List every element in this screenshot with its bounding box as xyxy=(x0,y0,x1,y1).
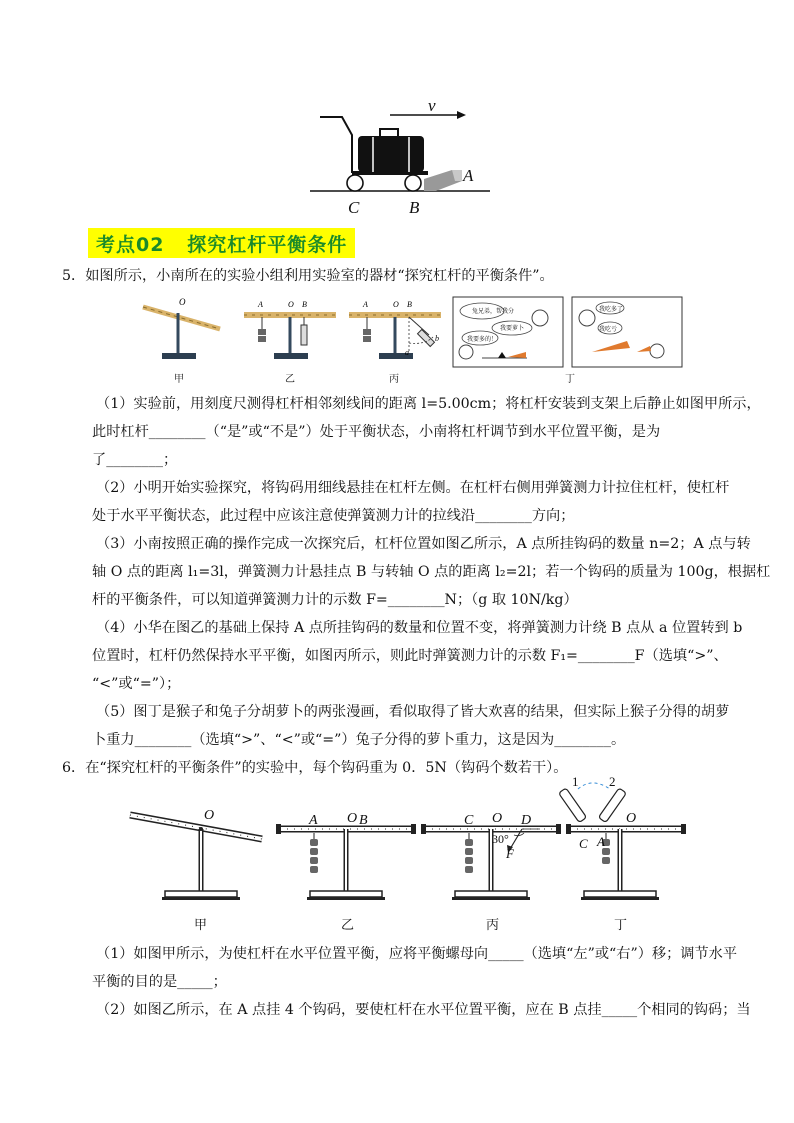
point-c-label: C xyxy=(348,198,360,217)
q5-part1-line2: 此时杠杆________（“是”或“不是”）处于平衡状态，小南将杠杆调节到水平位置平衡，是为 xyxy=(92,424,661,440)
q6-part1-line2: 平衡的目的是_____； xyxy=(92,974,227,990)
q5-part5-line2: 卜重力________（选填“>”、“<”或“=”）兔子分得的萝卜重力，这是因为________。 xyxy=(92,732,626,748)
q5-part4-line1: （4）小华在图乙的基础上保持 A 点所挂钩码的数量和位置不变，将弹簧测力计绕 B 点从 a 位置转到 b xyxy=(96,620,743,636)
q6-bing-angle: 30° xyxy=(492,832,509,846)
q6-caption-yi: 乙 xyxy=(341,918,355,933)
q5-part1-line1: （1）实验前，用刻度尺测得杠杆相邻刻线间的距离 l=5.00cm；将杠杆安装到支架上后静止如图甲所示， xyxy=(96,396,761,412)
q6-bing-f: F xyxy=(506,846,514,861)
q5-caption-ding: 丁 xyxy=(565,374,575,385)
svg-text:B: B xyxy=(407,300,412,309)
svg-text:O: O xyxy=(393,300,399,309)
q6-ding-a: A xyxy=(597,834,605,849)
q5-part4-line3: “<”或“=”）； xyxy=(92,676,181,692)
q5-part3-line3: 杆的平衡条件，可以知道弹簧测力计的示数 F=________N；（g 取 10N/kg） xyxy=(92,592,578,608)
svg-text:O: O xyxy=(288,300,294,309)
q6-jia-o: O xyxy=(204,808,215,823)
q6-ding-c: C xyxy=(579,836,588,851)
q5-caption-bing: 丙 xyxy=(389,374,399,385)
q5-part2-line1: （2）小明开始实验探究，将钩码用细线悬挂在杠杆左侧。在杠杆右侧用弹簧测力计拉住杠杆，使杠杆 xyxy=(96,480,730,496)
q6-yi-b: B xyxy=(359,813,368,828)
q5-part5-line1: （5）图丁是猴子和兔子分胡萝卜的两张漫画，看似取得了皆大欢喜的结果，但实际上猴子分得的胡萝 xyxy=(96,704,730,720)
q6-fig-bing xyxy=(421,824,561,900)
q5-part3-line2: 轴 O 点的距离 l₁=3l，弹簧测力计悬挂点 B 与转轴 O 点的距离 l₂=2l；若一个钩码的质量为 100g，根据杠 xyxy=(92,564,771,580)
q5-part3-line1: （3）小南按照正确的操作完成一次探究后，杠杆位置如图乙所示，A 点所挂钩码的数量 n=2；A 点与转 xyxy=(96,536,751,552)
q6-bing-o: O xyxy=(492,811,503,826)
bubble-4: 我吃多了 xyxy=(599,306,624,313)
q6-fig-jia xyxy=(130,815,262,900)
bubble-3: 我要多的！ xyxy=(467,336,498,343)
q6-fig-ding xyxy=(559,783,686,900)
q5-intro: 5．如图所示，小南所在的实验小组利用实验室的器材“探究杠杆的平衡条件”。 xyxy=(62,268,554,284)
svg-text:A: A xyxy=(258,300,263,309)
q5-part2-line2: 处于水平平衡状态，此过程中应该注意使弹簧测力计的拉线沿________方向； xyxy=(92,508,575,524)
q6-bing-d: D xyxy=(521,813,532,828)
q6-ding-2: 2 xyxy=(609,774,616,789)
q5-figure-yi xyxy=(240,295,340,365)
bubble-5: 我吃亏 xyxy=(599,326,618,333)
q6-ding-1: 1 xyxy=(572,774,579,789)
q6-yi-o: O xyxy=(347,811,358,826)
section-heading: 考点02 探究杠杆平衡条件 xyxy=(96,233,348,256)
q6-fig-yi xyxy=(276,824,416,900)
svg-text:B: B xyxy=(302,300,307,309)
svg-text:O: O xyxy=(179,297,186,307)
q6-ding-o: O xyxy=(626,811,637,826)
svg-text:a: a xyxy=(405,348,409,357)
q6-caption-bing: 丙 xyxy=(486,918,500,933)
q5-caption-yi: 乙 xyxy=(285,374,295,385)
cart-figure xyxy=(300,95,500,220)
svg-text:b: b xyxy=(435,334,439,343)
bubble-1: 兔兄弟，帮我分 xyxy=(472,308,515,315)
q6-intro: 6．在“探究杠杆的平衡条件”的实验中，每个钩码重为 0．5N（钩码个数若干）。 xyxy=(62,760,568,776)
bubble-2: 我要萝卜 xyxy=(500,325,525,332)
svg-text:A: A xyxy=(363,300,368,309)
velocity-label: v xyxy=(428,96,436,115)
q6-bing-c: C xyxy=(464,813,474,828)
q5-figure-bing xyxy=(345,295,445,365)
q5-part4-line2: 位置时，杠杆仍然保持水平平衡，如图丙所示，则此时弹簧测力计的示数 F₁=________F（选填“>”、 xyxy=(92,648,728,664)
q6-caption-jia: 甲 xyxy=(194,918,208,933)
q5-part1-line3: 了________； xyxy=(92,452,178,468)
point-a-label: A xyxy=(463,166,474,185)
q6-part1-line1: （1）如图甲所示，为使杠杆在水平位置平衡，应将平衡螺母向_____（选填“左”或“右”）移；调节水平 xyxy=(96,946,738,962)
q6-caption-ding: 丁 xyxy=(614,918,628,933)
section-heading-highlight xyxy=(88,228,355,258)
q6-yi-a: A xyxy=(309,813,318,828)
q6-part2-line1: （2）如图乙所示，在 A 点挂 4 个钩码，要使杠杆在水平位置平衡，应在 B 点挂_____个相同的钩码；当 xyxy=(96,1002,751,1018)
q5-figure-jia xyxy=(140,295,235,365)
point-b-label: B xyxy=(409,198,420,217)
q5-caption-jia: 甲 xyxy=(174,374,184,385)
